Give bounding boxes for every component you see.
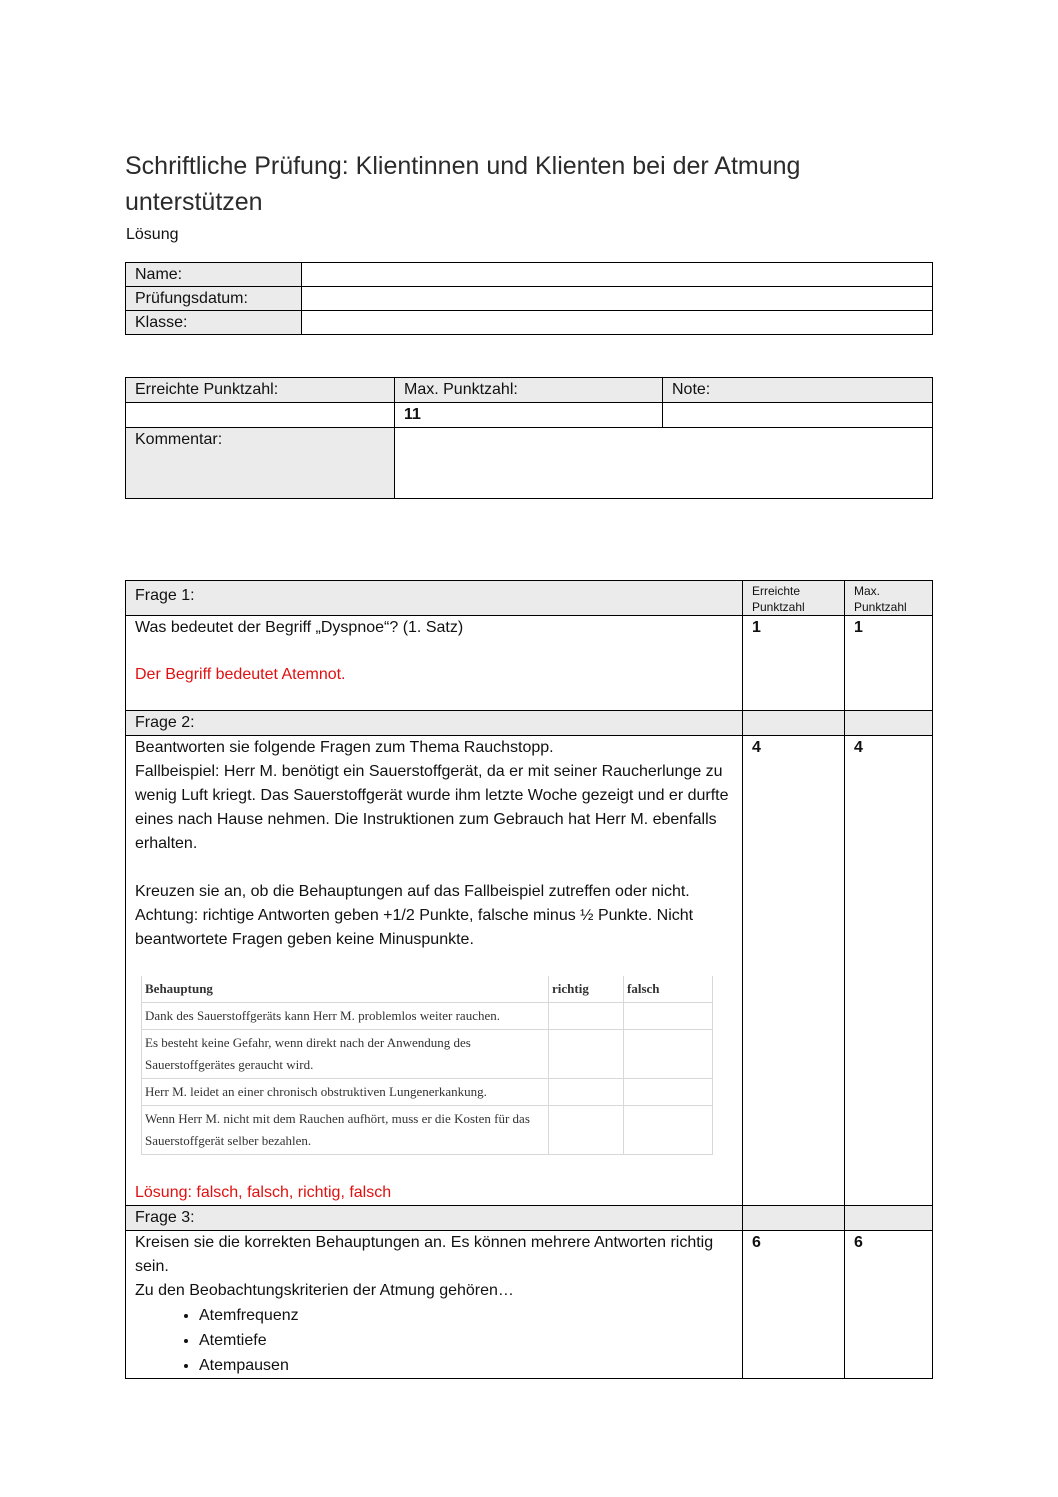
page-subtitle: Lösung (126, 226, 179, 243)
max-points-label: Max. Punktzahl: (395, 378, 663, 403)
list-item[interactable]: • Atemtiefe (199, 1328, 742, 1353)
claim-2-false-box[interactable] (624, 1030, 713, 1079)
grade-field[interactable] (663, 403, 933, 428)
q3-max: 6 (845, 1231, 933, 1379)
claim-3-false-box[interactable] (624, 1079, 713, 1106)
questions-table (125, 580, 933, 1379)
exam-date-label: Prüfungsdatum: (126, 287, 302, 311)
claim-row-1: Dank des Sauerstoffgeräts kann Herr M. problemlos weiter rauchen. (142, 1003, 549, 1030)
name-field[interactable] (302, 263, 933, 287)
q3-lead: Zu den Beobachtungskriterien der Atmung gehören… (135, 1282, 514, 1299)
student-info-table (125, 262, 933, 335)
comment-label: Kommentar: (126, 428, 395, 499)
q2-answer: Lösung: falsch, falsch, richtig, falsch (135, 1184, 392, 1201)
score-table (125, 377, 933, 499)
q1-question: Was bedeutet der Begriff „Dyspnoe“? (1. Satz) (135, 619, 464, 636)
q2-max: 4 (845, 736, 933, 1206)
q1-answer: Der Begriff bedeutet Atemnot. (135, 666, 346, 683)
claim-row-2: Es besteht keine Gefahr, wenn direkt nach der Anwendung des Sauerstoffgerätes geraucht wird. (142, 1030, 549, 1079)
q2-achieved: 4 (743, 736, 845, 1206)
grade-label: Note: (663, 378, 933, 403)
achieved-points-field[interactable] (126, 403, 395, 428)
name-label: Name: (126, 263, 302, 287)
col-achieved-header: Erreichte Punktzahl (743, 581, 845, 616)
claims-header-false: falsch (624, 976, 713, 1003)
class-field[interactable] (302, 311, 933, 335)
claim-row-4: Wenn Herr M. nicht mit dem Rauchen aufhört, muss er die Kosten für das Sauerstoffgerät selber bezahlen. (142, 1106, 549, 1155)
claim-3-true-box[interactable] (549, 1079, 624, 1106)
col-max-header: Max. Punktzahl (845, 581, 933, 616)
q1-body (126, 616, 743, 711)
claims-header-claim: Behauptung (142, 976, 549, 1003)
q1-label: Frage 1: (126, 581, 743, 616)
list-item[interactable]: • Atemfrequenz (199, 1303, 742, 1328)
q3-label: Frage 3: (126, 1206, 743, 1231)
exam-date-field[interactable] (302, 287, 933, 311)
claim-2-true-box[interactable] (549, 1030, 624, 1079)
claim-row-3: Herr M. leidet an einer chronisch obstruktiven Lungenerkankung. (142, 1079, 549, 1106)
claims-table (141, 976, 713, 1155)
class-label: Klasse: (126, 311, 302, 335)
claim-4-true-box[interactable] (549, 1106, 624, 1155)
claim-1-false-box[interactable] (624, 1003, 713, 1030)
q3-instruction: Kreisen sie die korrekten Behauptungen an. Es können mehrere Antworten richtig sein. (135, 1234, 714, 1275)
q2-case: Fallbeispiel: Herr M. benötigt ein Sauerstoffgerät, da er mit seiner Raucherlunge zu wenig Luft kriegt. Das Sauerstoffgerät wurde ihm letzte Woche gezeigt und er durfte eines nach Hause nehmen. Die Instruktionen zum Gebrauch hat Herr M. ebenfalls erhalten. (135, 763, 729, 852)
page-title: Schriftliche Prüfung: Klientinnen und Klienten bei der Atmung unterstützen (125, 152, 801, 216)
q2-intro: Beantworten sie folgende Fragen zum Thema Rauchstopp. (135, 739, 554, 756)
q1-achieved: 1 (743, 616, 845, 711)
list-item[interactable]: • Atempausen (199, 1353, 742, 1378)
claims-header-true: richtig (549, 976, 624, 1003)
q1-max: 1 (845, 616, 933, 711)
claim-1-true-box[interactable] (549, 1003, 624, 1030)
q3-achieved: 6 (743, 1231, 845, 1379)
q3-body (126, 1231, 743, 1379)
q2-label: Frage 2: (126, 711, 743, 736)
q2-body (126, 736, 743, 1206)
q2-instruction: Kreuzen sie an, ob die Behauptungen auf das Fallbeispiel zutreffen oder nicht. Achtung: richtige Antworten geben +1/2 Punkte, falsche minus ½ Punkte. Nicht beantwortete Fragen geben keine Minuspunkte. (135, 883, 694, 948)
achieved-points-label: Erreichte Punktzahl: (126, 378, 395, 403)
max-points-value: 11 (395, 403, 663, 428)
q3-criteria-list (135, 1303, 742, 1378)
comment-field[interactable] (395, 428, 933, 499)
claim-4-false-box[interactable] (624, 1106, 713, 1155)
